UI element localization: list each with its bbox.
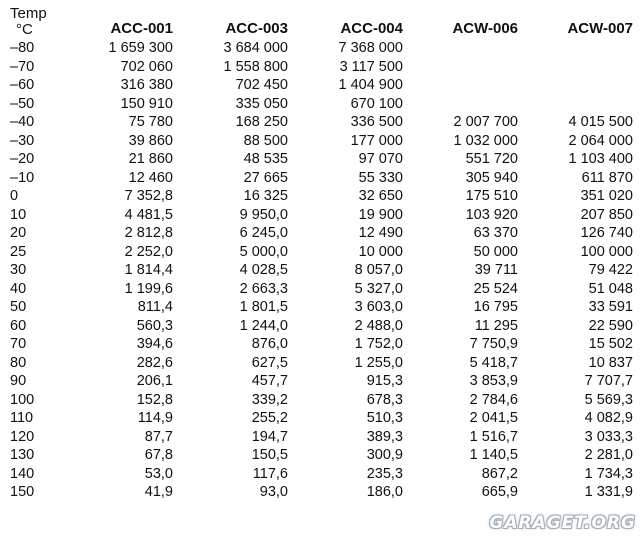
table-row bbox=[10, 206, 635, 225]
resistance-cell bbox=[520, 39, 635, 58]
resistance-cell: 876,0 bbox=[251, 336, 288, 352]
table-row bbox=[10, 132, 635, 151]
temp-cell: 70 bbox=[10, 336, 27, 352]
resistance-cell: 665,9 bbox=[481, 484, 518, 500]
header-col-acw-006: ACW-006 bbox=[452, 19, 518, 37]
temp-cell: –20 bbox=[10, 151, 35, 167]
header-col-acc-003: ACC-003 bbox=[225, 19, 288, 37]
resistance-cell: 16 325 bbox=[243, 188, 288, 204]
resistance-cell: 255,2 bbox=[251, 410, 288, 426]
resistance-cell: 186,0 bbox=[366, 484, 403, 500]
resistance-cell: 93,0 bbox=[259, 484, 288, 500]
resistance-cell: 1 140,5 bbox=[469, 447, 518, 463]
resistance-cell: 10 837 bbox=[588, 354, 633, 371]
resistance-cell: 50 000 bbox=[473, 243, 518, 260]
resistance-cell: 7 707,7 bbox=[584, 373, 633, 389]
resistance-cell: 75 780 bbox=[128, 114, 173, 130]
resistance-cell: 39 711 bbox=[474, 262, 518, 278]
resistance-cell: 1 032 000 bbox=[453, 132, 518, 149]
resistance-cell: 3 117 500 bbox=[339, 58, 403, 75]
resistance-cell: 12 490 bbox=[358, 225, 403, 241]
resistance-cell: 168 250 bbox=[235, 114, 288, 130]
resistance-table bbox=[10, 6, 635, 502]
resistance-cell: 3 603,0 bbox=[354, 299, 403, 315]
table-row bbox=[10, 169, 635, 188]
resistance-cell: 53,0 bbox=[144, 465, 173, 482]
resistance-cell: 627,5 bbox=[251, 354, 288, 371]
table-row bbox=[10, 58, 635, 77]
temp-cell: 130 bbox=[10, 447, 35, 463]
temp-cell: 90 bbox=[10, 373, 27, 389]
temp-cell: –30 bbox=[10, 132, 35, 149]
resistance-cell: 117,6 bbox=[252, 465, 288, 482]
resistance-cell: 175 510 bbox=[465, 188, 518, 204]
resistance-cell: 2 488,0 bbox=[354, 317, 403, 334]
resistance-cell: 4 481,5 bbox=[124, 206, 173, 223]
resistance-cell: 103 920 bbox=[465, 206, 518, 223]
resistance-cell: 510,3 bbox=[366, 410, 403, 426]
resistance-cell: 5 569,3 bbox=[584, 391, 633, 408]
resistance-cell: 1 244,0 bbox=[239, 317, 288, 334]
resistance-cell: 8 057,0 bbox=[354, 262, 403, 278]
resistance-cell: 79 422 bbox=[588, 262, 633, 278]
temp-cell: 60 bbox=[10, 317, 27, 334]
resistance-cell: 15 502 bbox=[588, 336, 633, 352]
table-row bbox=[10, 335, 635, 354]
header-col-acw-007: ACW-007 bbox=[567, 19, 633, 37]
resistance-cell: 207 850 bbox=[580, 206, 633, 223]
resistance-cell: 1 404 900 bbox=[338, 77, 403, 93]
resistance-cell: 22 590 bbox=[588, 317, 633, 334]
resistance-cell: 152,8 bbox=[136, 391, 173, 408]
header-temp bbox=[10, 6, 60, 39]
resistance-cell: 3 033,3 bbox=[584, 428, 633, 445]
resistance-cell: 316 380 bbox=[120, 77, 173, 93]
resistance-cell: 300,9 bbox=[366, 447, 403, 463]
resistance-cell: 3 684 000 bbox=[223, 40, 288, 56]
resistance-cell: 335 050 bbox=[235, 95, 288, 112]
resistance-cell: 100 000 bbox=[580, 243, 633, 260]
resistance-cell: 389,3 bbox=[366, 428, 403, 445]
resistance-cell: 33 591 bbox=[588, 299, 633, 315]
temp-cell: 50 bbox=[10, 299, 27, 315]
table-row bbox=[10, 465, 635, 484]
temp-cell: –40 bbox=[10, 114, 35, 130]
resistance-cell: 5 327,0 bbox=[354, 280, 403, 297]
temp-cell: –50 bbox=[10, 95, 35, 112]
resistance-cell: 48 535 bbox=[243, 151, 288, 167]
resistance-cell: 1 516,7 bbox=[469, 428, 518, 445]
resistance-cell: 1 814,4 bbox=[124, 262, 173, 278]
resistance-cell bbox=[520, 58, 635, 77]
table-row bbox=[10, 317, 635, 336]
temp-cell: 25 bbox=[10, 243, 27, 260]
resistance-cell: 5 000,0 bbox=[239, 243, 288, 260]
resistance-cell: 1 103 400 bbox=[568, 151, 633, 167]
resistance-cell: 811,4 bbox=[137, 299, 173, 315]
table-row bbox=[10, 372, 635, 391]
resistance-cell: 336 500 bbox=[350, 114, 403, 130]
resistance-cell: 1 255,0 bbox=[354, 354, 403, 371]
temp-cell: 10 bbox=[10, 206, 27, 223]
table-row bbox=[10, 150, 635, 169]
header-row bbox=[10, 6, 635, 39]
table-row bbox=[10, 243, 635, 262]
resistance-cell: 2 281,0 bbox=[584, 447, 633, 463]
resistance-cell: 12 460 bbox=[128, 169, 173, 186]
table-row bbox=[10, 76, 635, 95]
resistance-cell: 10 000 bbox=[358, 243, 403, 260]
resistance-cell: 177 000 bbox=[350, 132, 403, 149]
temp-cell: 100 bbox=[10, 391, 35, 408]
resistance-cell: 551 720 bbox=[465, 151, 518, 167]
resistance-cell: 1 199,6 bbox=[124, 280, 173, 297]
temp-cell: –80 bbox=[10, 40, 35, 56]
resistance-cell: 611 870 bbox=[581, 169, 633, 186]
resistance-cell: 305 940 bbox=[465, 169, 518, 186]
resistance-cell: 206,1 bbox=[136, 373, 173, 389]
header-temp-label: Temp bbox=[10, 5, 47, 22]
resistance-cell: 150,5 bbox=[251, 447, 288, 463]
resistance-cell: 351 020 bbox=[580, 188, 633, 204]
table-row bbox=[10, 483, 635, 502]
resistance-cell: 126 740 bbox=[580, 225, 633, 241]
table-row bbox=[10, 446, 635, 465]
temp-cell: 120 bbox=[10, 428, 35, 445]
resistance-cell: 670 100 bbox=[350, 95, 403, 112]
temp-cell: 80 bbox=[10, 354, 27, 371]
resistance-cell: 339,2 bbox=[251, 391, 288, 408]
resistance-cell: 4 082,9 bbox=[584, 410, 633, 426]
resistance-cell: 97 070 bbox=[358, 151, 403, 167]
table-row bbox=[10, 391, 635, 410]
table-row bbox=[10, 409, 635, 428]
temp-cell: –10 bbox=[10, 169, 35, 186]
temp-cell: –70 bbox=[10, 58, 35, 75]
resistance-cell: 1 331,9 bbox=[584, 484, 633, 500]
table-row bbox=[10, 187, 635, 206]
resistance-cell: 702 450 bbox=[235, 77, 288, 93]
resistance-cell: 2 041,5 bbox=[469, 410, 518, 426]
temp-cell: 140 bbox=[10, 465, 35, 482]
resistance-cell: 2 784,6 bbox=[469, 391, 518, 408]
resistance-cell: 32 650 bbox=[358, 188, 403, 204]
table-row bbox=[10, 261, 635, 280]
table-header bbox=[10, 6, 635, 39]
header-col-acc-004: ACC-004 bbox=[340, 19, 403, 37]
watermark-logo: GARAGET.ORG bbox=[489, 513, 636, 533]
temp-cell: 40 bbox=[10, 280, 27, 297]
resistance-cell: 2 812,8 bbox=[124, 225, 173, 241]
table-row bbox=[10, 280, 635, 299]
resistance-cell: 394,6 bbox=[136, 336, 173, 352]
resistance-cell bbox=[520, 76, 635, 95]
resistance-cell: 19 900 bbox=[358, 206, 403, 223]
table-row bbox=[10, 39, 635, 58]
resistance-cell: 678,3 bbox=[366, 391, 403, 408]
resistance-cell: 150 910 bbox=[120, 95, 173, 112]
resistance-cell: 3 853,9 bbox=[469, 373, 518, 389]
resistance-cell: 867,2 bbox=[481, 465, 518, 482]
resistance-cell: 7 750,9 bbox=[469, 336, 518, 352]
resistance-cell: 63 370 bbox=[473, 225, 518, 241]
resistance-cell: 114,9 bbox=[137, 410, 173, 426]
resistance-cell: 88 500 bbox=[243, 132, 288, 149]
resistance-cell: 25 524 bbox=[473, 280, 518, 297]
resistance-cell: 194,7 bbox=[251, 428, 288, 445]
resistance-cell: 2 064 000 bbox=[568, 132, 633, 149]
resistance-cell: 282,6 bbox=[136, 354, 173, 371]
resistance-cell: 560,3 bbox=[136, 317, 173, 334]
resistance-cell: 1 659 300 bbox=[108, 40, 173, 56]
resistance-cell: 915,3 bbox=[366, 373, 403, 389]
resistance-cell: 11 295 bbox=[474, 317, 518, 334]
resistance-cell: 2 663,3 bbox=[239, 280, 288, 297]
resistance-cell: 7 368 000 bbox=[338, 40, 403, 56]
temp-cell: 20 bbox=[10, 225, 27, 241]
resistance-cell: 1 801,5 bbox=[239, 299, 288, 315]
temp-cell: –60 bbox=[10, 77, 35, 93]
resistance-cell: 457,7 bbox=[251, 373, 288, 389]
resistance-cell: 2 252,0 bbox=[124, 243, 173, 260]
temp-cell: 110 bbox=[10, 410, 34, 426]
resistance-cell: 21 860 bbox=[128, 151, 173, 167]
table-row bbox=[10, 298, 635, 317]
resistance-cell: 1 752,0 bbox=[354, 336, 403, 352]
table-row bbox=[10, 428, 635, 447]
resistance-cell bbox=[405, 95, 520, 114]
resistance-cell: 702 060 bbox=[120, 58, 173, 75]
resistance-cell: 4 015 500 bbox=[568, 114, 633, 130]
resistance-cell: 1 734,3 bbox=[584, 465, 633, 482]
resistance-cell: 6 245,0 bbox=[239, 225, 288, 241]
resistance-cell bbox=[520, 95, 635, 114]
resistance-cell: 87,7 bbox=[144, 428, 173, 445]
table-body bbox=[10, 39, 635, 502]
resistance-cell bbox=[405, 76, 520, 95]
table-row bbox=[10, 95, 635, 114]
resistance-cell: 5 418,7 bbox=[469, 354, 518, 371]
resistance-cell bbox=[405, 58, 520, 77]
resistance-cell: 16 795 bbox=[473, 299, 518, 315]
header-col-acc-001: ACC-001 bbox=[110, 19, 173, 37]
resistance-cell: 51 048 bbox=[588, 280, 633, 297]
table-row bbox=[10, 354, 635, 373]
resistance-cell: 41,9 bbox=[144, 484, 173, 500]
temp-cell: 30 bbox=[10, 262, 27, 278]
table-row bbox=[10, 113, 635, 132]
resistance-cell bbox=[405, 39, 520, 58]
resistance-cell: 27 665 bbox=[243, 169, 288, 186]
header-temp-unit: °C bbox=[16, 21, 33, 38]
resistance-cell: 235,3 bbox=[366, 465, 403, 482]
temp-cell: 0 bbox=[10, 188, 19, 204]
resistance-cell: 9 950,0 bbox=[239, 206, 288, 223]
resistance-cell: 55 330 bbox=[358, 169, 403, 186]
resistance-cell: 2 007 700 bbox=[453, 114, 518, 130]
resistance-cell: 7 352,8 bbox=[124, 188, 173, 204]
table-row bbox=[10, 224, 635, 243]
resistance-cell: 39 860 bbox=[128, 132, 173, 149]
resistance-cell: 67,8 bbox=[144, 447, 173, 463]
resistance-cell: 4 028,5 bbox=[239, 262, 288, 278]
temp-cell: 150 bbox=[10, 484, 35, 500]
resistance-cell: 1 558 800 bbox=[223, 58, 288, 75]
